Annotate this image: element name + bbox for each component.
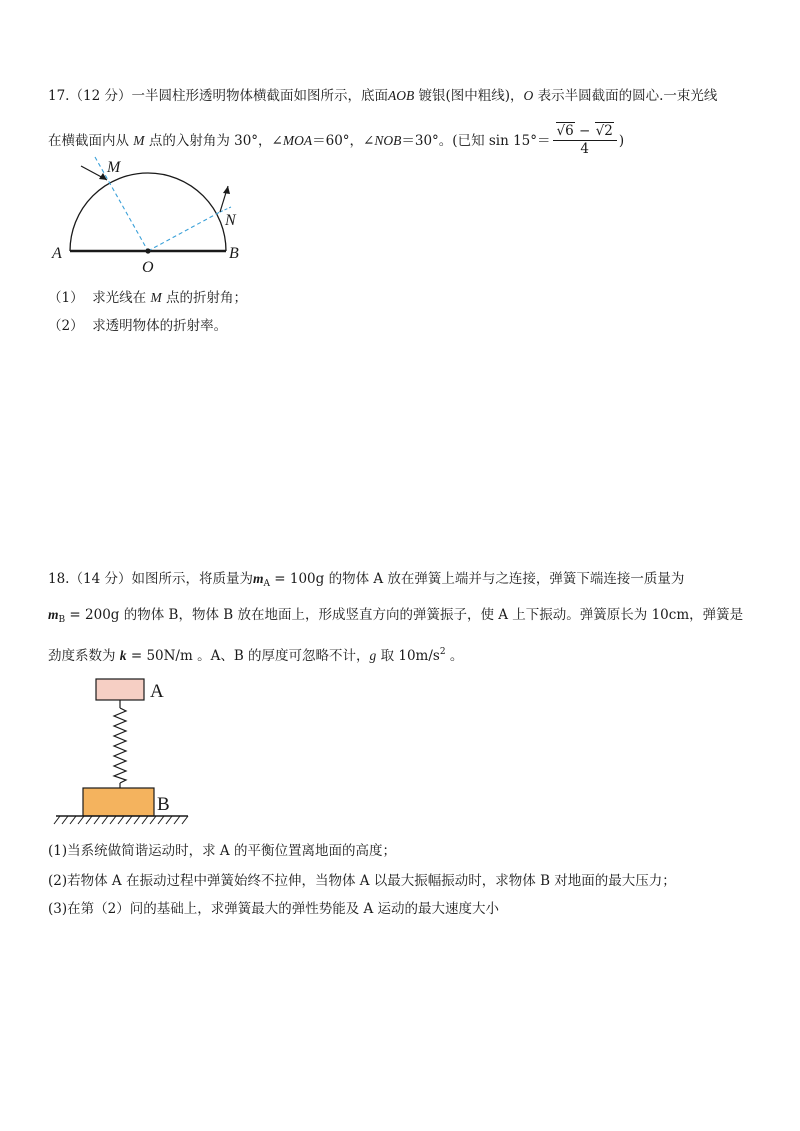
label-b: B [229,245,239,262]
q18-number: 18. [48,571,70,587]
gravity-exponent: 2 [439,647,446,657]
mass-b-value: = 200g [65,607,120,623]
q17-sub-2 [48,316,227,336]
q17-m: M [133,133,145,148]
q17-text: ) [618,133,625,149]
q18-text: 如图所示，将质量为 [131,571,253,587]
q17-text: 一半圆柱形透明物体横截面如图所示，底面 [131,88,388,104]
frac-minus: − [574,123,595,139]
q17-text: 在横截面内从 [48,133,134,149]
label-m: M [107,159,121,176]
q17-o: O [523,88,534,103]
sin15-fraction [553,122,617,157]
label-block-a: A [150,681,164,702]
q18-sub-2: (2)若物体 A 在振动过程中弹簧始终不拉伸，当物体 A 以最大振幅振动时，求物体 B 对地面的最大压力； [48,873,676,889]
q18-text: 。A、B 的厚度可忽略不计， [192,648,370,664]
q18-text: 劲度系数为 [48,648,120,664]
q18-score: （14 分） [69,571,132,587]
q18-sub-3: (3)在第（2）问的基础上，求弹簧最大的弹性势能及 A 运动的最大速度大小 [48,901,500,917]
frac-sqrt6: √6 [556,123,574,139]
q17-text: 点的入射角为 30°，∠ [144,133,283,149]
q17-number: 17. [48,88,70,104]
mass-b-subscript: B [58,615,66,625]
q17-text: 求透明物体的折射率。 [92,318,228,334]
q18-text: 的物体 A 放在弹簧上端并与之连接，弹簧下端连接一质量为 [324,571,685,587]
q17-aob: AOB [387,88,415,103]
ray-o-to-n [148,212,220,251]
mass-a-value: = 100g [269,571,325,587]
gravity-symbol: g [369,648,377,663]
q17-sub1-number: （1） [48,290,84,306]
q17-nob: NOB [374,133,402,148]
spring-constant-value: = 50N/m [126,648,193,664]
q17-text: 镀银(图中粗线)， [414,88,524,104]
semicircle-arc [70,173,226,251]
frac-denominator: 4 [580,141,589,157]
q18-line-1 [48,569,684,594]
q18-text: 取 10m/s [376,648,440,664]
frac-sqrt2: √2 [595,123,613,139]
q17-text: 点的折射角； [161,290,248,306]
label-block-b: B [157,794,170,815]
q17-sub-1 [48,288,247,308]
spring-constant-symbol: k [119,648,127,663]
exit-arrow-icon [223,186,230,194]
q17-line-1 [48,86,717,106]
q17-text: ＝30°。(已知 sin 15°＝ [401,133,551,149]
q17-text: ＝60°，∠ [312,133,375,149]
q18-text: 的物体 B，物体 B 放在地面上，形成竖直方向的弹簧振子，使 A 上下振动。弹簧原长为 10cm，弹簧是 [119,607,744,623]
q18-text: 。 [445,648,464,664]
q17-text: 求光线在 [92,290,151,306]
q18-line-2 [48,605,743,630]
q18-line-3 [48,642,463,666]
spring-coil [114,708,126,783]
label-a: A [52,245,62,262]
q17-text: 表示半圆截面的圆心.一束光线 [533,88,718,104]
q17-m: M [150,290,162,305]
center-point-o [145,248,150,253]
semicircle-figure [48,152,258,276]
q17-moa: MOA [282,133,313,148]
q17-score: （12 分） [69,88,132,104]
spring-oscillator-figure [52,676,192,828]
label-o: O [142,259,154,276]
block-b [83,788,154,816]
normal-line-m [95,157,148,251]
mass-b-symbol: m [48,607,59,622]
block-a [96,679,144,700]
label-n: N [225,212,236,229]
q18-sub-1: (1)当系统做简谐运动时，求 A 的平衡位置离地面的高度； [48,843,396,859]
mass-a-subscript: A [263,579,270,589]
mass-a-symbol: m [252,571,264,586]
q17-sub2-number: （2） [48,318,84,334]
ground-hatching [54,816,188,824]
